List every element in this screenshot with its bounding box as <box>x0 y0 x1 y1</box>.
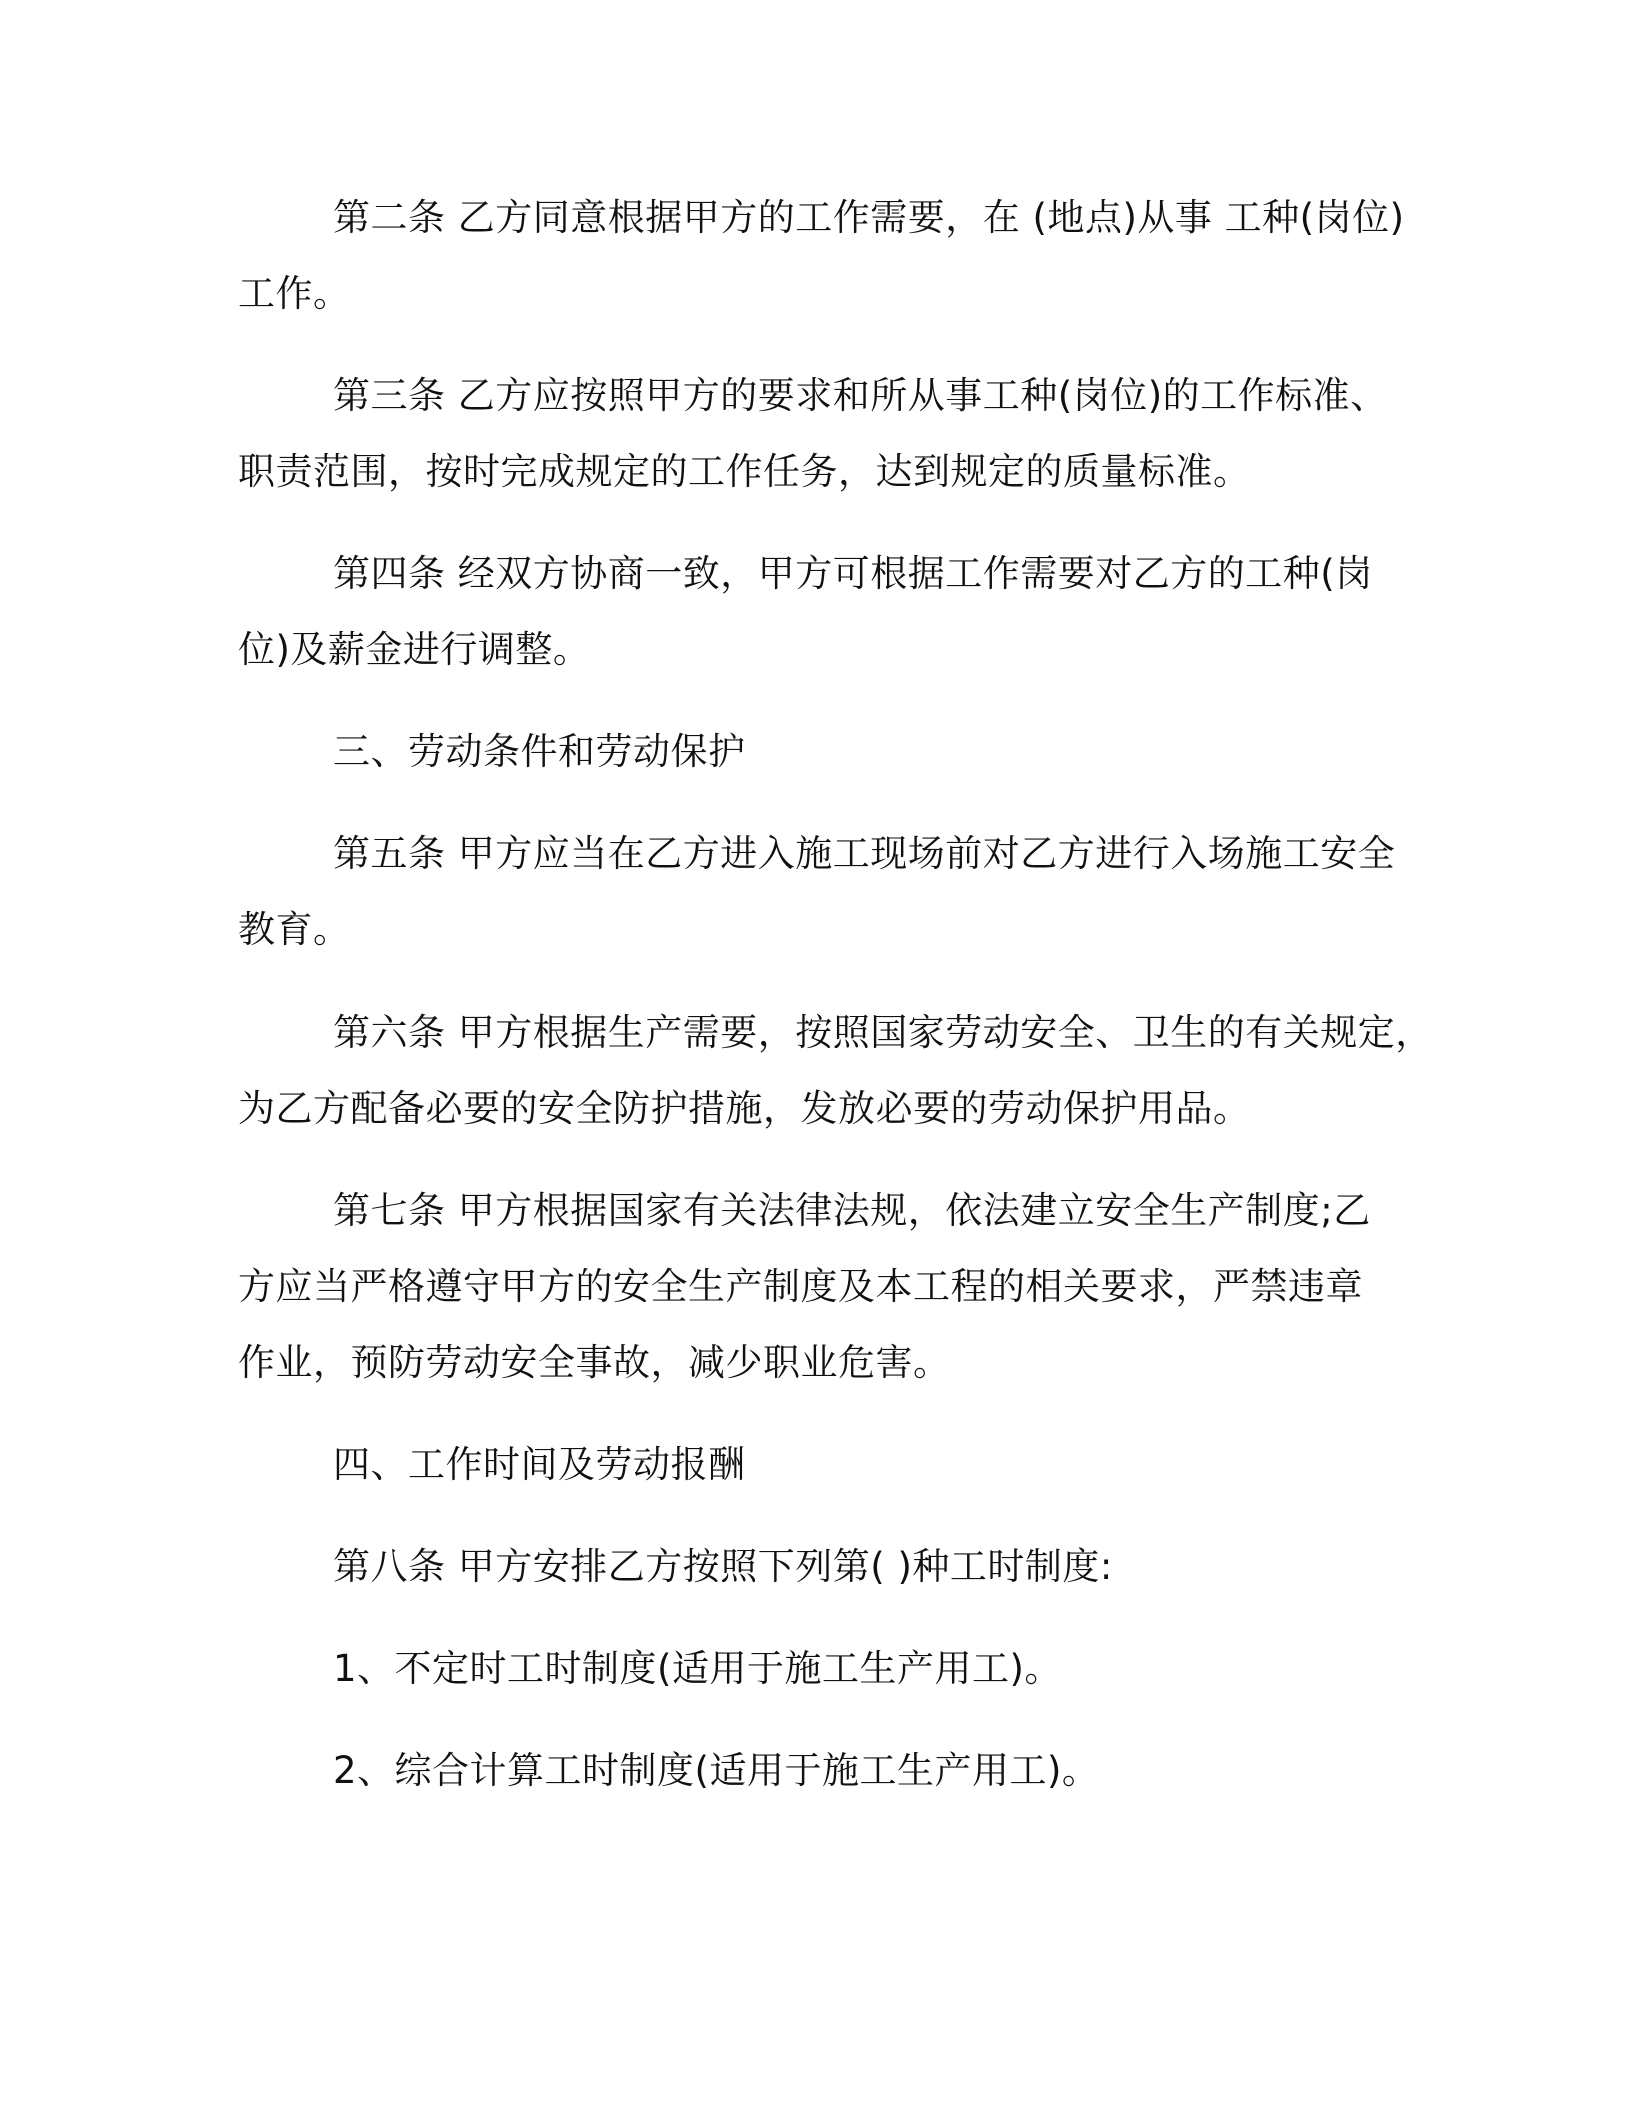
section-3-heading: 三、劳动条件和劳动保护 <box>333 730 746 773</box>
article-7-line-3: 作业，预防劳动安全事故，减少职业危害。 <box>238 1341 951 1384</box>
list-item-2: 2、综合计算工时制度(适用于施工生产用工)。 <box>333 1749 1100 1792</box>
article-3-line-2: 职责范围，按时完成规定的工作任务，达到规定的质量标准。 <box>238 450 1251 493</box>
article-3-line-1: 第三条 乙方应按照甲方的要求和所从事工种(岗位)的工作标准、 <box>333 374 1388 417</box>
article-6-line-2: 为乙方配备必要的安全防护措施，发放必要的劳动保护用品。 <box>238 1087 1251 1130</box>
article-4-line-1: 第四条 经双方协商一致，甲方可根据工作需要对乙方的工种(岗 <box>333 552 1373 595</box>
article-4-line-2: 位)及薪金进行调整。 <box>238 628 591 671</box>
article-8-line-1: 第八条 甲方安排乙方按照下列第( )种工时制度: <box>333 1545 1113 1588</box>
list-item-1: 1、不定时工时制度(适用于施工生产用工)。 <box>333 1647 1062 1690</box>
article-7-line-2: 方应当严格遵守甲方的安全生产制度及本工程的相关要求，严禁违章 <box>238 1265 1363 1308</box>
article-2-line-1: 第二条 乙方同意根据甲方的工作需要，在 (地点)从事 工种(岗位) <box>333 196 1405 239</box>
article-7-line-1: 第七条 甲方根据国家有关法律法规，依法建立安全生产制度;乙 <box>333 1189 1371 1232</box>
article-2-line-2: 工作。 <box>238 272 351 315</box>
section-4-heading: 四、工作时间及劳动报酬 <box>333 1443 746 1486</box>
article-5-line-2: 教育。 <box>238 908 351 951</box>
article-5-line-1: 第五条 甲方应当在乙方进入施工现场前对乙方进行入场施工安全 <box>333 832 1396 875</box>
article-6-line-1: 第六条 甲方根据生产需要，按照国家劳动安全、卫生的有关规定， <box>333 1011 1433 1054</box>
